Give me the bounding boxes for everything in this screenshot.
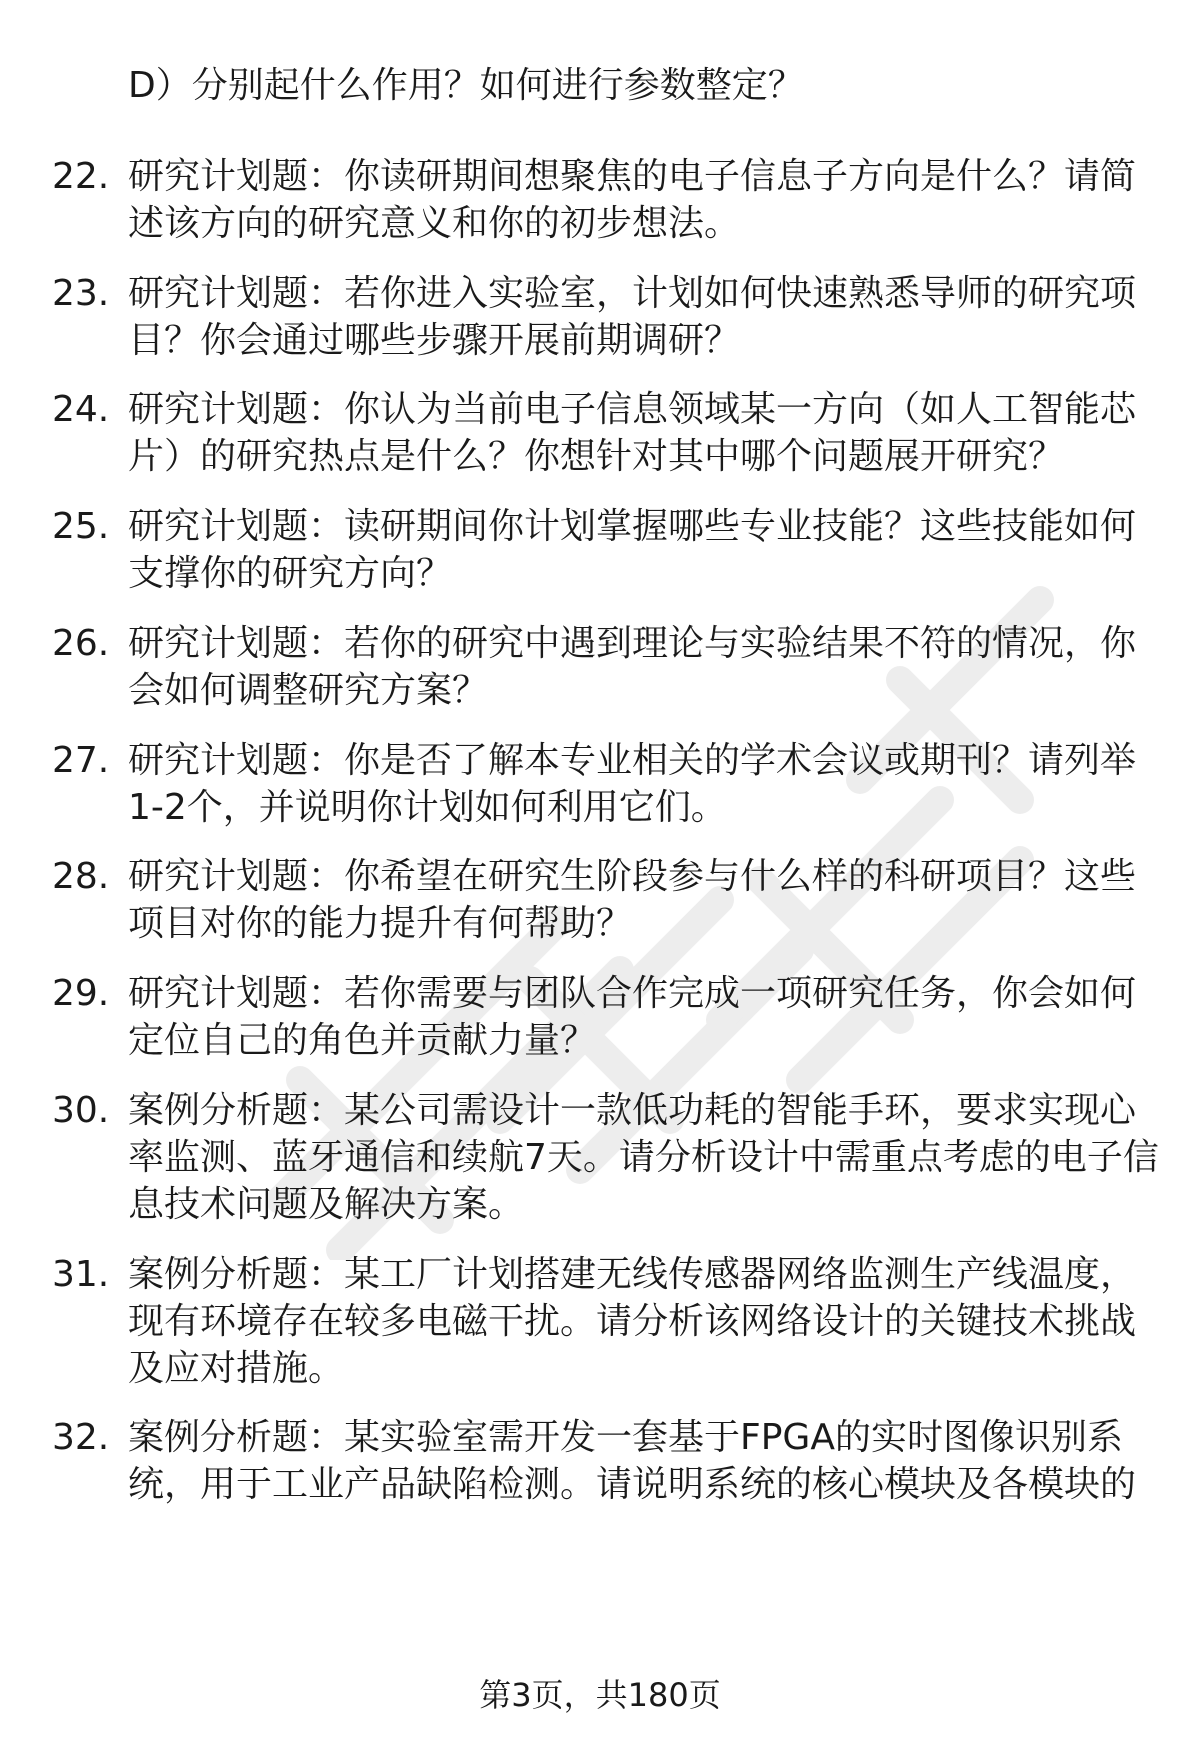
question-item (52, 270, 1162, 364)
question-item (52, 1414, 1162, 1508)
item-text (128, 1087, 1162, 1228)
item-text (128, 620, 1162, 714)
item-line: 片）的研究热点是什么？你想针对其中哪个问题展开研究？ (128, 436, 1065, 477)
item-text (128, 503, 1162, 597)
item-number: 22. (52, 156, 110, 197)
item-line: 及应对措施。 (128, 1348, 345, 1389)
item-line: 率监测、蓝牙通信和续航7天。请分析设计中需重点考虑的电子信 (128, 1137, 1159, 1178)
item-number: 28. (52, 856, 110, 897)
item-text (128, 970, 1162, 1064)
item-number: 31. (52, 1254, 110, 1295)
item-line: 定位自己的角色并贡献力量？ (128, 1020, 597, 1061)
question-item (52, 970, 1162, 1064)
item-line: 研究计划题：你希望在研究生阶段参与什么样的科研项目？这些 (128, 856, 1137, 897)
item-line: 研究计划题：若你的研究中遇到理论与实验结果不符的情况，你 (128, 623, 1137, 664)
question-item (52, 153, 1162, 247)
item-line: 息技术问题及解决方案。 (128, 1184, 525, 1225)
item-number: 26. (52, 623, 110, 664)
item-line: 研究计划题：读研期间你计划掌握哪些专业技能？这些技能如何 (128, 506, 1137, 547)
item-line: 案例分析题：某公司需设计一款低功耗的智能手环，要求实现心 (128, 1090, 1137, 1131)
continuation-line: D）分别起什么作用？如何进行参数整定？ (128, 65, 804, 106)
item-line: 现有环境存在较多电磁干扰。请分析该网络设计的关键技术挑战 (128, 1301, 1137, 1342)
item-number: 32. (52, 1417, 110, 1458)
item-number: 29. (52, 973, 110, 1014)
item-text (128, 153, 1162, 247)
item-line: 述该方向的研究意义和你的初步想法。 (128, 203, 741, 244)
item-line: 研究计划题：你认为当前电子信息领域某一方向（如人工智能芯 (128, 389, 1137, 430)
item-line: 研究计划题：若你需要与团队合作完成一项研究任务，你会如何 (128, 973, 1137, 1014)
question-item (52, 1251, 1162, 1392)
item-text (128, 1414, 1162, 1508)
item-line: 统，用于工业产品缺陷检测。请说明系统的核心模块及各模块的 (128, 1464, 1137, 1505)
question-item (52, 853, 1162, 947)
item-text (128, 270, 1162, 364)
item-number: 24. (52, 389, 110, 430)
item-text (128, 1251, 1162, 1392)
item-text (128, 737, 1162, 831)
item-line: 目？你会通过哪些步骤开展前期调研？ (128, 320, 741, 361)
item-line: 研究计划题：你是否了解本专业相关的学术会议或期刊？请列举 (128, 740, 1137, 781)
question-item (52, 503, 1162, 597)
item-line: 研究计划题：你读研期间想聚焦的电子信息子方向是什么？请简 (128, 156, 1137, 197)
page-footer: 第3页，共180页 (479, 1676, 721, 1714)
item-text (128, 853, 1162, 947)
item-line: 案例分析题：某实验室需开发一套基于FPGA的实时图像识别系 (128, 1417, 1123, 1458)
item-number: 30. (52, 1090, 110, 1131)
question-item (52, 737, 1162, 831)
item-number: 23. (52, 273, 110, 314)
item-line: 支撑你的研究方向？ (128, 553, 453, 594)
question-item (52, 620, 1162, 714)
item-line: 研究计划题：若你进入实验室，计划如何快速熟悉导师的研究项 (128, 273, 1137, 314)
item-line: 会如何调整研究方案？ (128, 670, 489, 711)
item-line: 项目对你的能力提升有何帮助？ (128, 903, 633, 944)
item-line: 1-2个，并说明你计划如何利用它们。 (128, 787, 727, 828)
question-item (52, 1087, 1162, 1228)
question-item (52, 386, 1162, 480)
item-text (128, 386, 1162, 480)
item-number: 25. (52, 506, 110, 547)
item-number: 27. (52, 740, 110, 781)
item-line: 案例分析题：某工厂计划搭建无线传感器网络监测生产线温度， (128, 1254, 1137, 1295)
